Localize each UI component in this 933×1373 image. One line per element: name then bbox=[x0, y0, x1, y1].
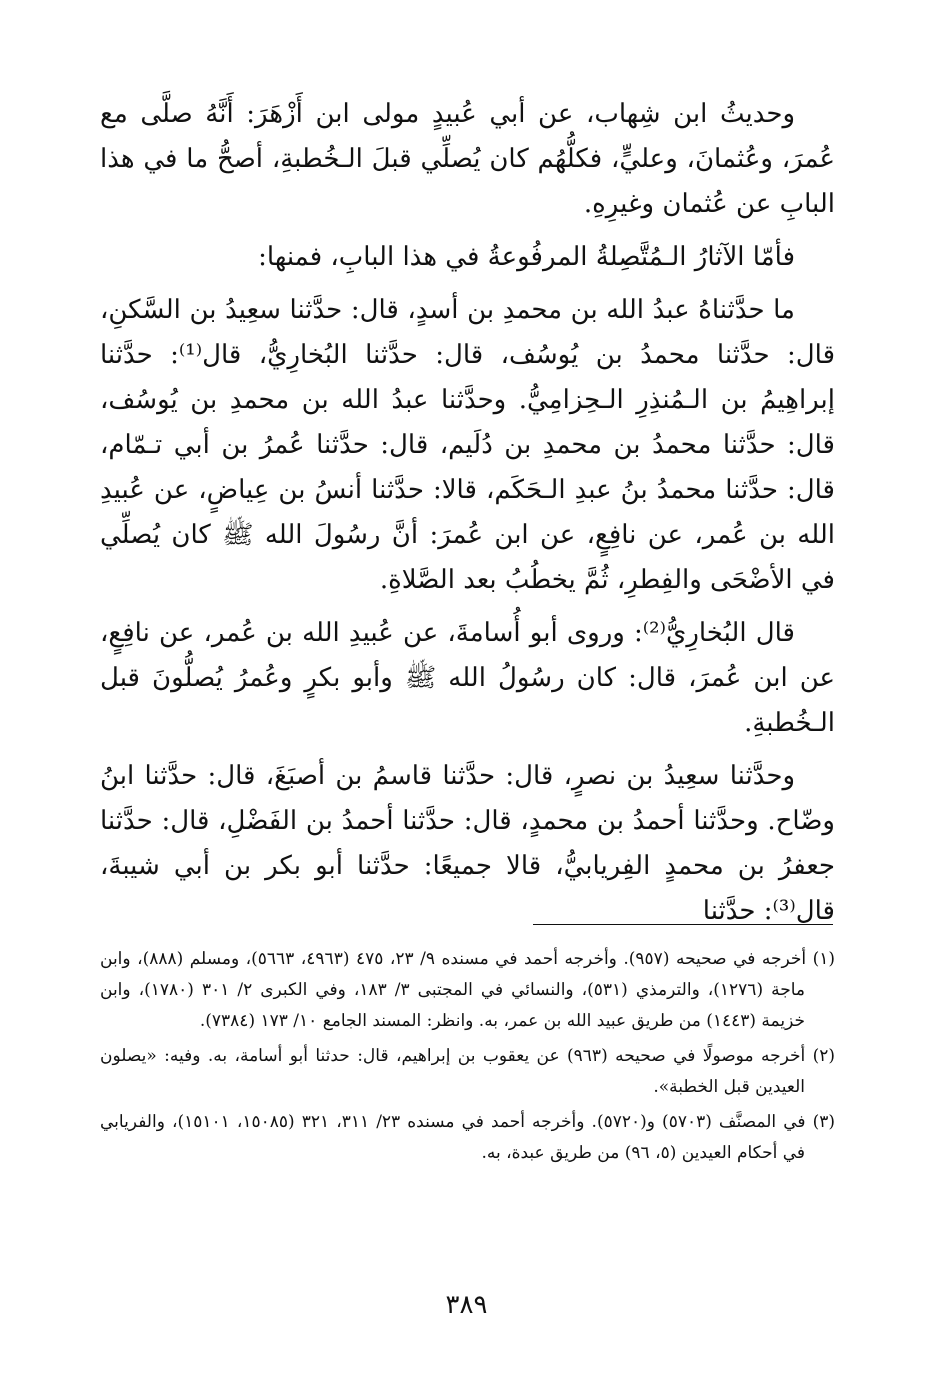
main-text bbox=[100, 92, 835, 934]
footnote-3: (٣) في المصنَّف (٥٧٠٣) و(٥٧٢٠). وأخرجه أحمد في مسنده ٢٣/ ٣١١، ٣٢١ (١٥٠٨٥، ١٥١٠١)، والفريابي في أحكام العيدين (٥، ٩٦) من طريق عبدة، به. bbox=[100, 1112, 836, 1163]
paragraph-4: قال البُخارِيُّ⁽²⁾: وروى أبو أُسامةَ، عن عُبيدِ الله بن عُمر، عن نافِعٍ، عن ابن عُمرَ، قال: كان رسُولُ الله ﷺ وأبو بكرٍ وعُمرُ يُصلُّونَ قبل الـخُطبةِ. bbox=[100, 618, 835, 738]
footnote-2: (٢) أخرجه موصولًا في صحيحه (٩٦٣) عن يعقوب بن إبراهيم، قال: حدثنا أبو أسامة، به. وفيه: «يصلون العيدين قبل الخطبة». bbox=[100, 1046, 835, 1097]
footnote-separator bbox=[533, 924, 833, 925]
paragraph-1: وحديثُ ابن شِهاب، عن أبي عُبيدٍ مولى ابن أَزْهَرَ: أَنَّهُ صلَّى مع عُمرَ، وعُثمانَ، وعليٍّ، فكلُّهُم كان يُصلِّي قبلَ الـخُطبةِ، أصحُّ ما في هذا البابِ عن عُثمان وغيرِهِ. bbox=[100, 99, 835, 219]
page-number: ٣٨٩ bbox=[445, 1290, 488, 1320]
footnotes bbox=[100, 944, 835, 1173]
footnote-1: (١) أخرجه في صحيحه (٩٥٧). وأخرجه أحمد في مسنده ٩/ ٢٣، ٤٧٥ (٤٩٦٣، ٥٦٦٣)، ومسلم (٨٨٨)، وابن ماجة (١٢٧٦)، والترمذي (٥٣١)، والنسائي في المجتبى ٣/ ١٨٣، وفي الكبرى ٢/ ٣٠١ (١٧٨٠)، وابن خزيمة (١٤٤٣) من طريق عبيد الله بن عمر، به. وانظر: المسند الجامع ١٠/ ١٧٣ (٧٣٨٤). bbox=[100, 949, 835, 1031]
paragraph-2: فأمّا الآثارُ الـمُتَّصِلةُ المرفُوعةُ في هذا البابِ، فمنها: bbox=[258, 242, 795, 272]
paragraph-3: ما حدَّثناهُ عبدُ الله بن محمدِ بن أسدٍ، قال: حدَّثنا سعِيدُ بن السَّكنِ، قال: حدَّثنا محمدُ بن يُوسُف، قال: حدَّثنا البُخارِيُّ، قال⁽¹⁾: حدَّثنا إبراهِيمُ بن الـمُنذِرِ الـحِزامِيُّ. وحدَّثنا عبدُ الله بن محمدِ بن يُوسُف، قال: حدَّثنا محمدُ بن محمدِ بن دُلَيم، قال: حدَّثنا عُمرُ بن أبي تـمّام، قال: حدَّثنا محمدُ بنُ عبدِ الـحَكَم، قالا: حدَّثنا أنسُ بن عِياضٍ، عن عُبيدِ الله بن عُمر، عن نافِعٍ، عن ابن عُمرَ: أنَّ رسُولَ الله ﷺ كان يُصلِّي في الأضْحَى والفِطرِ، ثُمَّ يخطُبُ بعد الصَّلاةِ. bbox=[100, 295, 835, 595]
paragraph-5: وحدَّثنا سعِيدُ بن نصرٍ، قال: حدَّثنا قاسمُ بن أصبَغَ، قال: حدَّثنا ابنُ وضّاح. وحدَّثنا أحمدُ بن محمدٍ، قال: حدَّثنا أحمدُ بن الفَضْلِ، قال: حدَّثنا جعفرُ بن محمدٍ الفِريابيُّ، قالا جميعًا: حدَّثنا أبو بكر بن أبي شيبةَ، قال⁽³⁾: حدَّثنا bbox=[100, 761, 835, 926]
